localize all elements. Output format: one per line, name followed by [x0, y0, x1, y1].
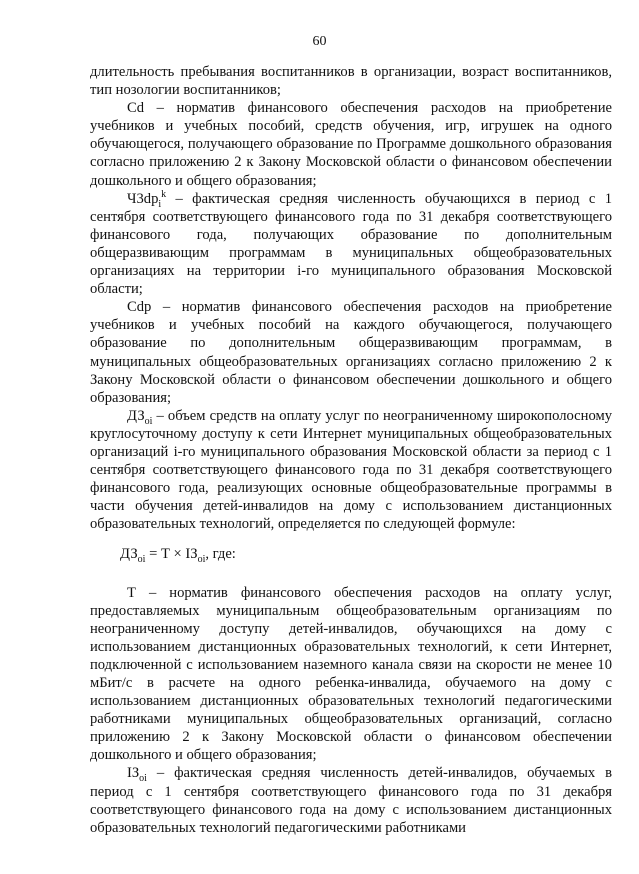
term-subscript: i	[158, 198, 162, 210]
document-body	[90, 63, 612, 837]
formula-rhs-subscript: oi	[197, 554, 206, 566]
paragraph-ch3dp	[90, 190, 612, 299]
term-ch3dp: Ч3dp	[127, 190, 159, 207]
paragraph-text: – норматив финансового обеспечения расходов на оплату услуг, предоставляемых муниципальным общеобразовательным организациям по неограниченному доступу детей-инвалидов, обучающихся на дому с использованием дистанционных образовательных технологий, к сети Интернет, подключенной с использованием наземного канала связи на скорости не менее 10 мБит/с в расчете на одного ребенка-инвалида, обучаемого на дому с использованием дистанционных образовательных технологий педагогическими работниками муниципальных общеобразовательных организаций, согласно приложению 2 к Закону Московской области о финансовом обеспечении дошкольного и общего образования;	[90, 584, 612, 764]
paragraph-cdp	[90, 298, 612, 407]
paragraph-iz	[90, 764, 612, 836]
term-dz: ДЗ	[127, 407, 145, 424]
paragraph-cd	[90, 99, 612, 189]
formula-lhs: ДЗ	[120, 546, 138, 563]
paragraph-text: – норматив финансового обеспечения расходов на приобретение учебников и учебных пособий на каждого обучающегося, получающего образование по дополнительным общеразвивающим программам, в муниципальных общеобразовательных организациях согласно приложению 2 к Закону Московской области о финансовом обеспечении дошкольного и общего образования;	[90, 299, 612, 406]
formula-lhs-subscript: oi	[137, 554, 146, 566]
formula	[90, 545, 612, 566]
term-subscript: oi	[139, 773, 147, 785]
formula-tail: , где:	[205, 546, 236, 563]
paragraph-dz	[90, 407, 612, 534]
paragraph-continuation	[90, 63, 612, 99]
paragraph-text: – объем средств на оплату услуг по неограниченному широкополосному круглосуточному доступу к сети Интернет муниципальных общеобразовательных организаций i-го муниципального образования Московской области за период с 1 сентября соответствующего финансового года по 31 декабря соответствующего финансового года, реализующих основные общеобразовательные программы в части обучения детей-инвалидов на дому с использованием дистанционных образовательных технологий, определяется по следующей формуле:	[90, 407, 612, 533]
paragraph-text: – фактическая средняя численность обучающихся в период с 1 сентября соответствующего финансового года по 31 декабря соответствующего финансового года, получающих образование по дополнительным общеразвивающим программам в муниципальных общеобразовательных организациях на территории i-го муниципального образования Московской области;	[90, 190, 612, 298]
term-cd: Cd	[127, 100, 145, 117]
term-t: Т	[127, 584, 136, 601]
paragraph-text: – фактическая средняя численность детей-инвалидов, обучаемых в период с 1 сентября соответствующего финансового года по 31 декабря соответствующего финансового года на дому с использованием дистанционных образовательных технологий педагогическими работниками	[90, 765, 612, 836]
page-number: 60	[312, 34, 327, 49]
paragraph-text: – норматив финансового обеспечения расходов на приобретение учебников и учебных пособий, средств обучения, игр, игрушек на одного обучающегося, получающего образование по Программе дошкольного образования согласно приложению 2 к Закону Московской области о финансовом обеспечении дошкольного и общего образования;	[90, 100, 612, 189]
term-subscript: oi	[144, 415, 153, 427]
formula-mid: = Т × IЗ	[145, 546, 198, 563]
term-superscript: k	[161, 188, 167, 200]
paragraph-text: длительность пребывания воспитанников в организации, возраст воспитанников, тип нозологии воспитанников;	[90, 64, 612, 99]
paragraph-t	[90, 584, 612, 765]
term-cdp: Cdp	[127, 299, 152, 316]
term-iz: IЗ	[127, 765, 140, 782]
